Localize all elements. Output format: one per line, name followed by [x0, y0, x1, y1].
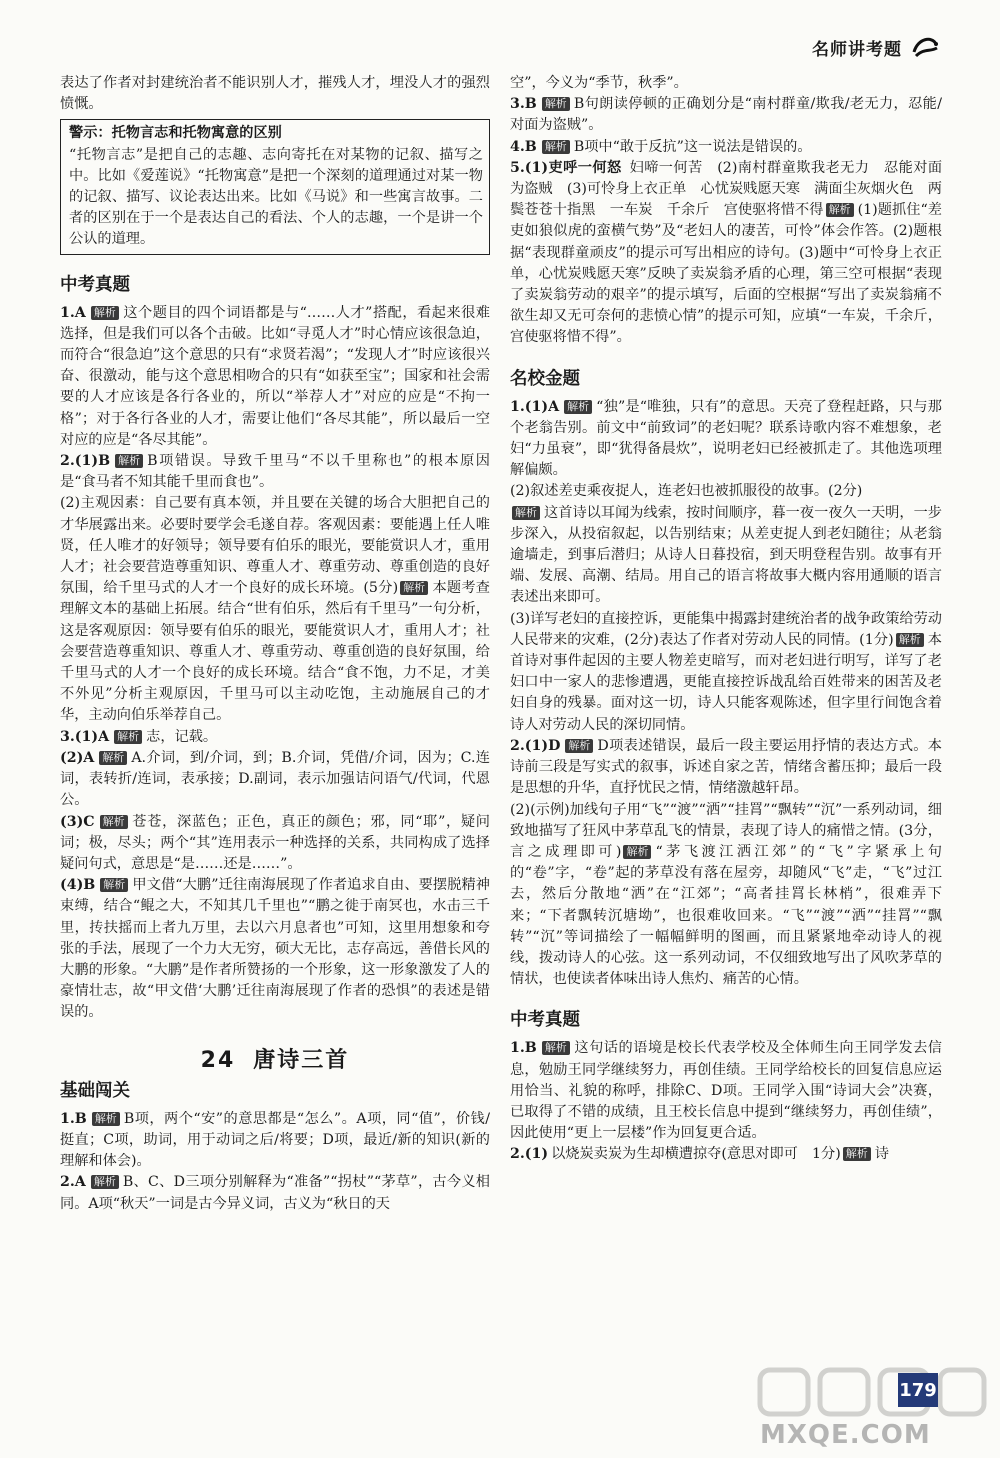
- analysis-tag: 解析: [92, 1112, 120, 1126]
- answer-item: [510, 736, 942, 800]
- item-text: 这个题目的四个词语都是与“……人才”搭配，看起来很难选择，但是我们可以各个击破。比如“寻觅人才”时心情应该很急迫，而符合“很急迫”这个意思的只有“求贤若渴”；“发现人才”时应该很兴奋、很激动，能与这个意思相吻合的只有“如获至宝”；国家和社会需要的人才应该是各行各业的，所以“举荐人才”对应的应是“不拘一格”；对于各行各业的人才，需要让他们“各尽其能”，所以最后一空对应的应是“各尽其能”。: [60, 304, 490, 448]
- analysis-tag: 解析: [99, 751, 127, 765]
- item-text: 本题考查理解文本的基础上拓展。结合“世有伯乐，然后有千里马”一句分析，这是客观原因：领导要有伯乐的眼光，要能赏识人才，重用人才；社会要营造尊重知识、尊重人才、尊重劳动、尊重创造的良好氛围，给千里马式的人才一个良好的成长环境。结合“食不饱，力不足，才美不外见”分析主观原因，千里马可以主动吃饱，主动施展自己的才华，主动向伯乐举荐自己。: [60, 580, 490, 724]
- answer-item: [60, 1109, 490, 1173]
- item-number: 1.A: [60, 304, 86, 321]
- analysis-tag: 解析: [100, 878, 128, 892]
- analysis-tag: 解析: [115, 454, 143, 468]
- answer-item: [60, 303, 490, 451]
- answer-item: [60, 748, 490, 812]
- answer-item: [60, 493, 490, 726]
- item-text: “茅飞渡江洒江郊”的“飞”字紧承上句的“卷”字，“卷”起的茅草没有落在屋旁，却随风“飞”走，“飞”过江去，然后分散地“洒”在“江郊”；“高者挂罥长林梢”，很难弄下来；“下者飘转沉塘坳”，也很难收回来。“飞”“渡”“洒”“挂罥”“飘转”“沉”等词描绘了一幅幅鲜明的图画，而且紧紧地牵动诗人的视线，拨动诗人的心弦。这一系列动词，不仅细致地写出了风吹茅草的情状，也使读者体味出诗人焦灼、痛苦的心情。: [510, 843, 942, 988]
- analysis-tag: 解析: [623, 845, 651, 859]
- answer-item: [60, 812, 490, 876]
- analysis-tag: 解析: [826, 203, 854, 217]
- analysis-tag: 解析: [400, 581, 428, 595]
- item-text: 这首诗以耳闻为线索，按时间顺序，暮一夜一夜久一天明，一步步深入，从投宿叙起，以告别结束；从差吏捉人到老妇随往；从老翁逾墙走，到事后潜归；从诗人日暮投宿，到天明登程告别。故事有开端、发展、高潮、结局。用自己的语言将故事大概内容用通顺的语言表述出来即可。: [510, 504, 942, 606]
- item-text: A.介词，到/介词，到；B.介词，凭借/介词，因为；C.连词，表转折/连词，表承接；D.副词，表示加强诘问语气/代词，代恩公。: [60, 749, 490, 809]
- item-text: (2)叙述差吏乘夜捉人，连老妇也被抓服役的故事。(2分): [510, 483, 863, 500]
- answer-item: [510, 1144, 942, 1165]
- analysis-tag: 解析: [542, 97, 570, 111]
- watermark-text: MXQE.COM: [760, 1420, 931, 1450]
- analysis-tag: 解析: [542, 140, 570, 154]
- item-text: B、C、D三项分别解释为“准备”“拐杖”“茅草”，古今义相同。A项“秋天”一词是古今异义词，古义为“秋日的天: [60, 1174, 490, 1212]
- answer-item: [60, 875, 490, 1023]
- item-text: 妇啼一何苦 (2)南村群童欺我老无力 忍能对面为盗贼 (3)可怜身上衣正单 心忧炭贱愿天寒 满面尘灰烟火色 两鬓苍苍十指黑 一车炭 千余斤 宫使驱将惜不得: [510, 159, 943, 219]
- warning-title: 警示：托物言志和托物寓意的区别: [69, 125, 282, 142]
- item-text: D项表述错误，最后一段主要运用抒情的表达方式。本诗前三段是写实式的叙事，诉述自家之苦，情绪含蓄压抑；最后一段是思想的升华，直抒忧民之情，情绪激越轩昂。: [510, 737, 942, 797]
- item-number: (4)B: [60, 877, 96, 894]
- item-number: 3.B: [510, 96, 537, 113]
- section-title: 基础闯关: [60, 1080, 130, 1101]
- item-number: 2.(1): [510, 1146, 549, 1163]
- right-column: [510, 73, 942, 1166]
- answer-item: [60, 1172, 490, 1214]
- warning-box: [60, 119, 490, 254]
- item-number: 1.(1)A: [510, 398, 560, 415]
- item-text: B项错误。导致千里马“不以千里称也”的根本原因是“食马者不知其能千里而食也”。: [60, 453, 490, 491]
- item-number: 1.B: [60, 1110, 87, 1127]
- item-text: 诗: [874, 1146, 889, 1163]
- chapter-number: 24: [200, 1047, 236, 1073]
- answer-item: [510, 481, 942, 608]
- item-text: 本首诗对事件起因的主要人物差吏暗写，而对老妇进行明写，详写了老妇口中一家人的悲惨遭遇，更能直接控诉战乱给百姓带来的困苦及老妇自身的残暴。面对这一切，诗人只能客观陈述，但字里行间饱含着诗人对劳动人民的深切同情。: [510, 631, 942, 733]
- item-number: 2.(1)D: [510, 737, 561, 754]
- section-title: 中考真题: [60, 274, 130, 295]
- item-text: 甲文借“大鹏”迁往南海展现了作者追求自由、要摆脱精神束缚，结合“鲲之大，不知其几千里也”“鹏之徙于南冥也，水击三千里，抟扶摇而上者九万里，去以六月息者也”可知，这里用想象和夸张的手法，展现了一个力大无穷，硕大无比，志存高远，善借长风的大鹏的形象。“大鹏”是作者所赞扬的一个形象，这一形象激发了人的豪情壮志，故“甲文借‘大鹏’迁往南海展现了作者的恐惧”的表述是错误的。: [60, 877, 490, 1021]
- chapter-title: 唐诗三首: [253, 1047, 350, 1073]
- answer-item: [510, 1038, 942, 1144]
- answer-item: [510, 609, 942, 736]
- item-number: 2.(1)B: [60, 453, 111, 470]
- analysis-tag: 解析: [565, 739, 593, 753]
- analysis-tag: 解析: [843, 1147, 871, 1161]
- analysis-tag: 解析: [91, 306, 119, 320]
- item-text: 以烧炭卖炭为生却横遭掠夺(意思对即可 1分): [551, 1146, 841, 1163]
- item-number: 4.B: [510, 138, 537, 155]
- item-text: (2)主观因素：自己要有真本领，并且要在关键的场合大胆把自己的才华展露出来。必要时要学会毛遂自荐。客观因素：要能遇上任人唯贤，任人唯才的好领导；领导要有伯乐的眼光，要能赏识人才，重用人才；社会要营造尊重知识、尊重人才、尊重劳动、尊重创造的良好氛围，给千里马式的人才一个良好的成长环境。(5分): [60, 495, 490, 597]
- answer-item: [510, 137, 942, 158]
- left-column: [60, 73, 490, 1215]
- item-text: (2)(示例)加线句子用“飞”“渡”“洒”“挂罥”“飘转”“沉”一系列动词，细致地描写了狂风中茅草乱飞的情景，表现了诗人的痛惜之情。(3分，言之成理即可): [510, 801, 942, 860]
- item-text: (1)题抓住“差吏如狼似虎的蛮横气势”及“老妇人的凄苦，可怜”体会作答。(2)题根据“表现群童顽皮”的提示可写出相应的诗句。(3)题中“可怜身上衣正单，心忧炭贱愿天寒”反映了卖炭翁矛盾的心理，第三空可根据“表现了卖炭翁劳动的艰辛”的提示填写，后面的空根据“写出了卖炭翁痛不欲生却又无可奈何的悲愤心情”的提示可知，应填“一车炭，千余斤，宫使驱将惜不得”。: [510, 202, 942, 346]
- answer-item: [60, 451, 490, 493]
- section-title: 名校金题: [510, 368, 580, 389]
- item-text: B句朗读停顿的正确划分是“南村群童/欺我/老无力，忍能/对面为盗贼”。: [510, 96, 942, 134]
- item-number: 5.(1)吏呼一何怒: [510, 159, 622, 176]
- item-number: 3.(1)A: [60, 728, 110, 745]
- item-text: (3)详写老妇的直接控诉，更能集中揭露封建统治者的战争政策给劳动人民带来的灾难，(2分)表达了作者对劳动人民的同情。(1分): [510, 610, 942, 648]
- item-text: 空”，今义为“季节，秋季”。: [510, 75, 688, 91]
- answer-item: [510, 800, 942, 991]
- answer-item: [510, 73, 942, 94]
- analysis-tag: 解析: [564, 400, 592, 414]
- answer-item: [510, 158, 942, 349]
- item-number: 1.B: [510, 1040, 537, 1057]
- item-text: 志，记载。: [146, 728, 218, 745]
- answer-item: [60, 727, 490, 748]
- answer-item: [510, 94, 942, 136]
- item-text: 苍苍，深蓝色；正色，真正的颜色；邪，同“耶”，疑问词；极，尽头；两个“其”连用表示一种选择的关系，共同构成了选择疑问句式，意思是“是……还是……”。: [60, 813, 490, 872]
- section-title: 中考真题: [510, 1010, 580, 1031]
- intro-text: 表达了作者对封建统治者不能识别人才，摧残人才，埋没人才的强烈愤慨。: [60, 75, 490, 113]
- item-number: (3)C: [60, 813, 95, 830]
- header-title: 名师讲考题: [812, 39, 902, 60]
- analysis-tag: 解析: [512, 506, 540, 520]
- analysis-tag: 解析: [91, 1175, 119, 1189]
- item-number: (2)A: [60, 749, 95, 766]
- page-number: 179: [898, 1373, 938, 1407]
- analysis-tag: 解析: [542, 1041, 570, 1055]
- analysis-tag: 解析: [114, 730, 142, 744]
- page-header: [812, 34, 940, 60]
- warning-text: “托物言志”是把自己的志趣、志向寄托在对某物的记叙、描写之中。比如《爱莲说》“托物寓意”是把一个深刻的道理通过对某一物的记叙、描写、议论表达出来。比如《马说》和一些寓言故事。二者的区别在于一个是表达自己的看法、个人的志趣，一个是讲一个公认的道理。: [69, 146, 483, 248]
- answer-item: [510, 397, 942, 482]
- analysis-tag: 解析: [896, 633, 924, 647]
- analysis-tag: 解析: [100, 815, 128, 829]
- item-number: 2.A: [60, 1174, 86, 1191]
- item-text: 这句话的语境是校长代表学校及全体师生向王同学发去信息，勉励王同学继续努力，再创佳绩。王同学给校长的回复信息应运用恰当、礼貌的称呼，排除C、D项。王同学入围“诗词大会”决赛，已取得了不错的成绩，且王校长信息中提到“继续努力，再创佳绩”，因此使用“更上一层楼”作为回复更合适。: [510, 1040, 942, 1142]
- item-text: B项中“敢于反抗”这一说法是错误的。: [573, 138, 812, 155]
- chapter-heading: [60, 1047, 490, 1073]
- item-text: B项，两个“安”的意思都是“怎么”。A项，同“值”，价钱/挺直；C项，助词，用于动词之后/将要；D项，最近/新的知识(新的理解和体会)。: [60, 1110, 490, 1170]
- brand-logo-icon: [910, 34, 940, 60]
- item-text: “独”是“唯独，只有”的意思。天亮了登程赶路，只与那个老翁告别。前文中“前致词”的老妇呢？联系诗歌内容不难想象，老妇“力虽衰”，即“犹得备晨炊”，说明老妇已经被抓走了。其他选项理解偏颇。: [510, 398, 942, 479]
